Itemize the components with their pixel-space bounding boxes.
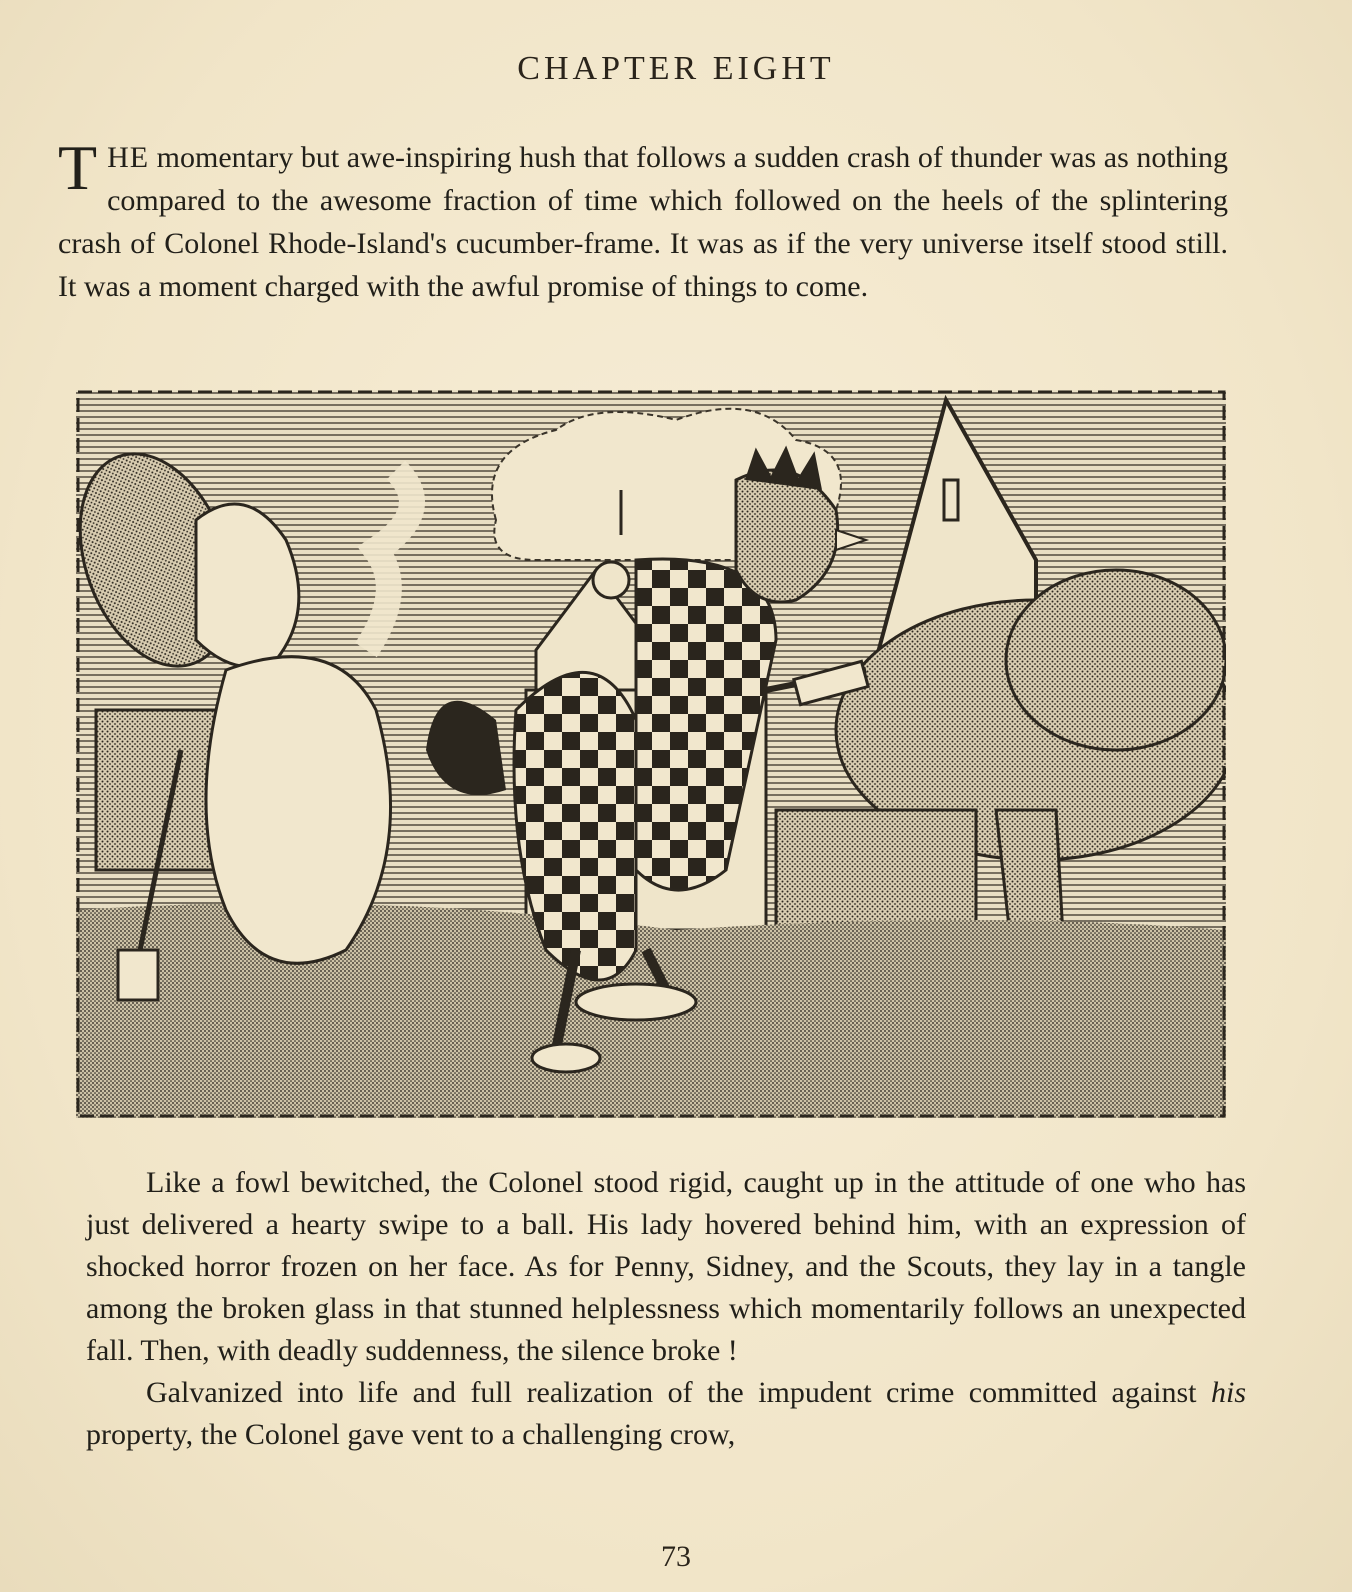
opening-text: momentary but awe-inspiring hush that follows a sudden crash of thunder was as nothing compared to the awesome fraction of time which followed on the heels of the splintering crash of Colonel Rhode-Island's cucumber-frame. It was as if the very universe itself stood still. It was a moment charged with the awful promise of things to come. <box>58 141 1228 303</box>
paragraph-2 <box>86 1372 1246 1456</box>
paragraph-2-end: property, the Colonel gave vent to a challenging crow, <box>86 1418 736 1451</box>
italic-word: his <box>1210 1376 1246 1409</box>
drop-cap: T <box>58 132 98 203</box>
body-text <box>86 1162 1246 1456</box>
illustration <box>76 390 1226 1118</box>
opening-paragraph <box>58 132 1228 308</box>
page-number: 73 <box>661 1540 691 1573</box>
lead-word: HE <box>107 141 150 174</box>
paragraph-2-start: Galvanized into life and full realization of the impudent crime committed against <box>146 1376 1211 1409</box>
chapter-title: CHAPTER EIGHT <box>517 50 835 87</box>
paragraph-1: Like a fowl bewitched, the Colonel stood rigid, caught up in the attitude of one who has just delivered a hearty swipe to a ball. His lady hovered behind him, with an expression of shocked horror frozen on her face. As for Penny, Sidney, and the Scouts, they lay in a tangle among the broken glass in that stunned helplessness which momentarily follows an unexpected fall. Then, with deadly suddenness, the silence broke ! <box>86 1166 1246 1367</box>
